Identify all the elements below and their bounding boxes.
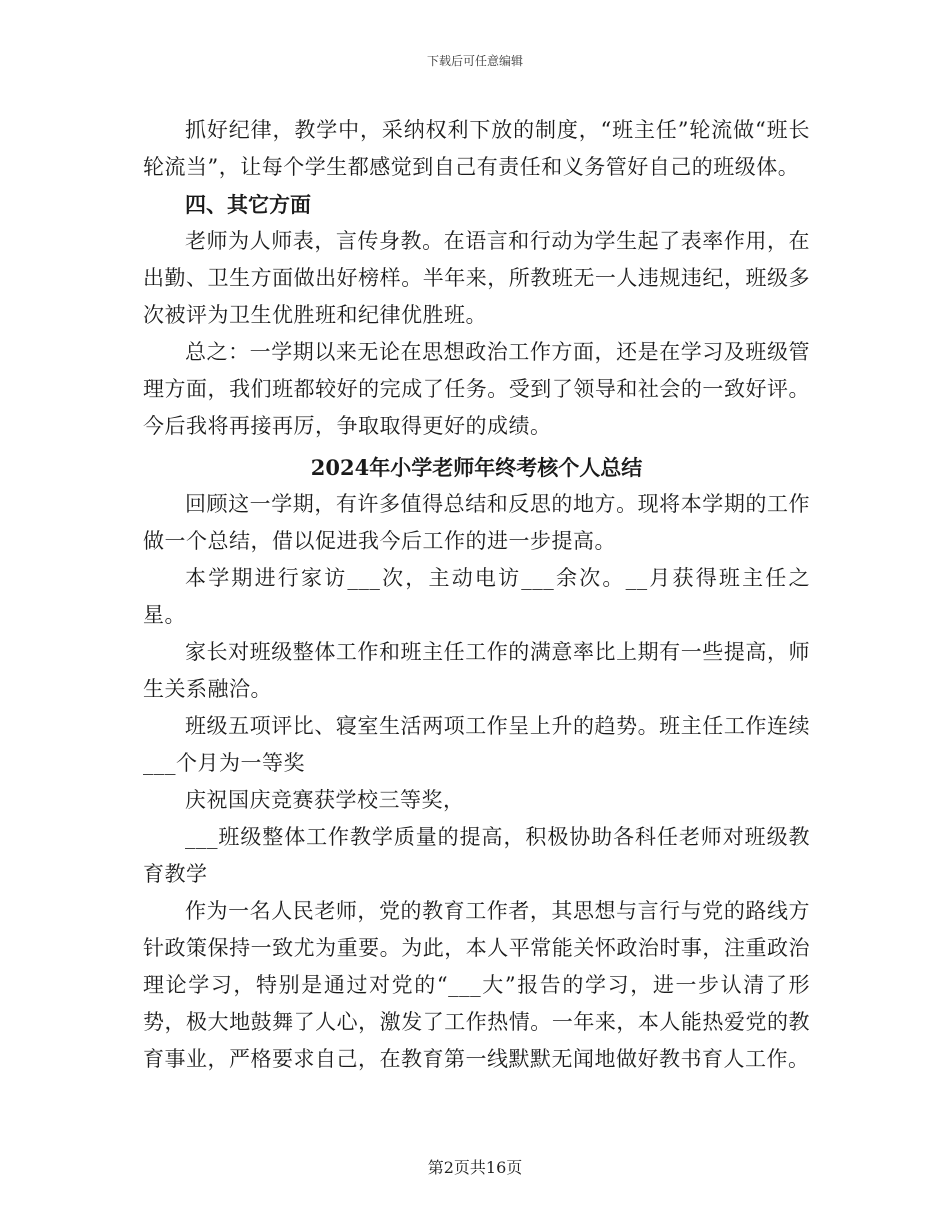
- document-title: 2024年小学老师年终考核个人总结: [310, 455, 643, 480]
- document-body: [143, 112, 810, 1078]
- download-note: 下载后可任意编辑: [426, 54, 523, 68]
- paragraph-discipline: 抓好纪律，教学中，采纳权利下放的制度，“班主任”轮流做“班长轮流当”，让每个学生都感觉到自己有责任和义务管好自己的班级体。: [143, 118, 810, 179]
- paragraph-political-study: 作为一名人民老师，党的教育工作者，其思想与言行与党的路线方针政策保持一致尤为重要。为此，本人平常能关怀政治时事，注重政治理论学习，特别是通过对党的“___大”报告的学习，进一步认清了形势，极大地鼓舞了人心，激发了工作热情。一年来，本人能热爱党的教育事业，严格要求自己，在教育第一线默默无闻地做好教书育人工作。: [143, 899, 810, 1071]
- paragraph-home-visits: 本学期进行家访___次，主动电访___余次。__月获得班主任之星。: [143, 566, 810, 627]
- page-number: 第2页共16页: [427, 1158, 523, 1177]
- paragraph-parent-satisfaction: 家长对班级整体工作和班主任工作的满意率比上期有一些提高，师生关系融洽。: [143, 640, 810, 701]
- section-heading-other-aspects: 四、其它方面: [185, 192, 311, 217]
- paragraph-national-day-award: 庆祝国庆竞赛获学校三等奖，: [185, 788, 465, 812]
- paragraph-role-model: 老师为人师表，言传身教。在语言和行动为学生起了表率作用，在出勤、卫生方面做出好榜样。半年来，所教班无一人违规违纪，班级多次被评为卫生优胜班和纪律优胜班。: [143, 229, 810, 327]
- paragraph-conclusion: 总之：一学期以来无论在思想政治工作方面，还是在学习及班级管理方面，我们班都较好的完成了任务。受到了领导和社会的一致好评。今后我将再接再厉，争取取得更好的成绩。: [143, 340, 810, 438]
- paragraph-teaching-quality: ___班级整体工作教学质量的提高，积极协助各科任老师对班级教育教学: [143, 825, 810, 886]
- paragraph-class-evaluation: 班级五项评比、寝室生活两项工作呈上升的趋势。班主任工作连续___个月为一等奖: [143, 714, 810, 775]
- paragraph-review: 回顾这一学期，有许多值得总结和反思的地方。现将本学期的工作做一个总结，借以促进我今后工作的进一步提高。: [143, 492, 810, 553]
